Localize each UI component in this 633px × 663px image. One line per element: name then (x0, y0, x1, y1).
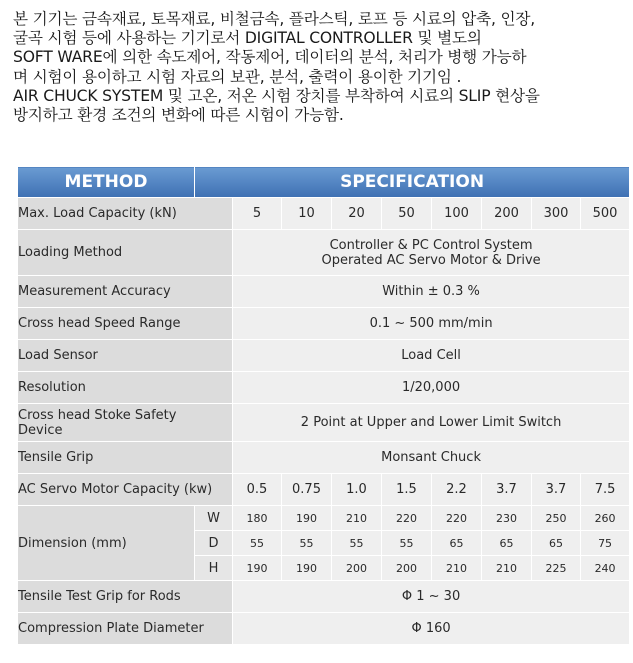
loading-method-line: Controller & PC Control System (329, 237, 533, 253)
table-row (18, 442, 630, 474)
motor-value: 7.5 (581, 474, 630, 506)
dimension-value: 210 (482, 556, 532, 581)
table-row (18, 308, 630, 340)
max-load-value: 10 (282, 198, 332, 230)
safety-label-line: Cross head Stoke Safety (18, 407, 177, 423)
motor-value: 3.7 (482, 474, 532, 506)
resolution-value: 1/20,000 (233, 372, 630, 404)
table-row (18, 474, 630, 506)
loading-method-value (233, 230, 630, 276)
dimension-value: 220 (382, 506, 432, 531)
sensor-label: Load Sensor (18, 340, 233, 372)
dimension-value: 190 (282, 506, 332, 531)
dimension-value: 190 (233, 556, 282, 581)
intro-line: 굴곡 시험 등에 사용하는 기기로서 DIGITAL CONTROLLER 및 별도의 (13, 29, 482, 48)
dimension-value: 210 (432, 556, 482, 581)
loading-method-label: Loading Method (18, 230, 233, 276)
table-row (18, 581, 630, 613)
resolution-label: Resolution (18, 372, 233, 404)
dimension-value: 65 (482, 531, 532, 556)
specification-header: SPECIFICATION (195, 167, 630, 198)
motor-value: 1.5 (382, 474, 432, 506)
dimension-value: 225 (532, 556, 581, 581)
dimension-value: 200 (382, 556, 432, 581)
safety-label (18, 404, 233, 442)
dimension-key: D (195, 531, 233, 556)
dimension-value: 55 (332, 531, 382, 556)
table-row (18, 230, 630, 276)
max-load-value: 300 (532, 198, 581, 230)
compression-label: Compression Plate Diameter (18, 613, 233, 645)
rod-grip-value: Φ 1 ~ 30 (233, 581, 630, 613)
motor-label: AC Servo Motor Capacity (kw) (18, 474, 233, 506)
dimension-key: H (195, 556, 233, 581)
dimension-key: W (195, 506, 233, 531)
intro-line: 며 시험이 용이하고 시험 자료의 보관, 분석, 출력이 용이한 기기임 . (13, 67, 462, 86)
dimension-row-w (18, 506, 630, 531)
dimension-value: 55 (282, 531, 332, 556)
dimension-value: 190 (282, 556, 332, 581)
speed-label: Cross head Speed Range (18, 308, 233, 340)
dimension-value: 75 (581, 531, 630, 556)
table-row (18, 198, 630, 230)
dimension-value: 210 (332, 506, 382, 531)
dimension-value: 220 (432, 506, 482, 531)
intro-line: 본 기기는 금속재료, 토목재료, 비철금속, 플라스틱, 로프 등 시료의 압축, 인장, (13, 10, 536, 28)
speed-value: 0.1 ~ 500 mm/min (233, 308, 630, 340)
sensor-value: Load Cell (233, 340, 630, 372)
table-row (18, 372, 630, 404)
specification-table (17, 166, 630, 645)
dimension-value: 240 (581, 556, 630, 581)
compression-value: Φ 160 (233, 613, 630, 645)
safety-value: 2 Point at Upper and Lower Limit Switch (233, 404, 630, 442)
intro-line: AIR CHUCK SYSTEM 및 고온, 저온 시험 장치를 부착하여 시료의 SLIP 현상을 (13, 86, 540, 105)
max-load-value: 100 (432, 198, 482, 230)
table-row (18, 613, 630, 645)
dimension-value: 180 (233, 506, 282, 531)
safety-label-line: Device (18, 422, 63, 438)
dimension-label: Dimension (mm) (18, 506, 195, 581)
dimension-value: 250 (532, 506, 581, 531)
dimension-value: 55 (382, 531, 432, 556)
table-row (18, 404, 630, 442)
loading-method-line: Operated AC Servo Motor & Drive (321, 252, 541, 268)
dimension-value: 230 (482, 506, 532, 531)
motor-value: 1.0 (332, 474, 382, 506)
max-load-value: 20 (332, 198, 382, 230)
accuracy-label: Measurement Accuracy (18, 276, 233, 308)
motor-value: 0.75 (282, 474, 332, 506)
grip-label: Tensile Grip (18, 442, 233, 474)
table-row (18, 340, 630, 372)
grip-value: Monsant Chuck (233, 442, 630, 474)
dimension-value: 65 (432, 531, 482, 556)
accuracy-value: Within ± 0.3 % (233, 276, 630, 308)
dimension-value: 260 (581, 506, 630, 531)
dimension-value: 200 (332, 556, 382, 581)
method-header: METHOD (18, 167, 195, 198)
max-load-value: 5 (233, 198, 282, 230)
motor-value: 2.2 (432, 474, 482, 506)
intro-line: 방지하고 환경 조건의 변화에 따른 시험이 가능함. (13, 105, 344, 124)
max-load-value: 200 (482, 198, 532, 230)
max-load-value: 500 (581, 198, 630, 230)
dimension-value: 65 (532, 531, 581, 556)
max-load-value: 50 (382, 198, 432, 230)
max-load-label: Max. Load Capacity (kN) (18, 198, 233, 230)
rod-grip-label: Tensile Test Grip for Rods (18, 581, 233, 613)
motor-value: 3.7 (532, 474, 581, 506)
table-header-row (18, 167, 630, 198)
dimension-value: 55 (233, 531, 282, 556)
intro-paragraph (13, 10, 625, 125)
intro-line: SOFT WARE에 의한 속도제어, 작동제어, 데이터의 분석, 처리가 병행 가능하 (13, 48, 527, 67)
table-row (18, 276, 630, 308)
motor-value: 0.5 (233, 474, 282, 506)
